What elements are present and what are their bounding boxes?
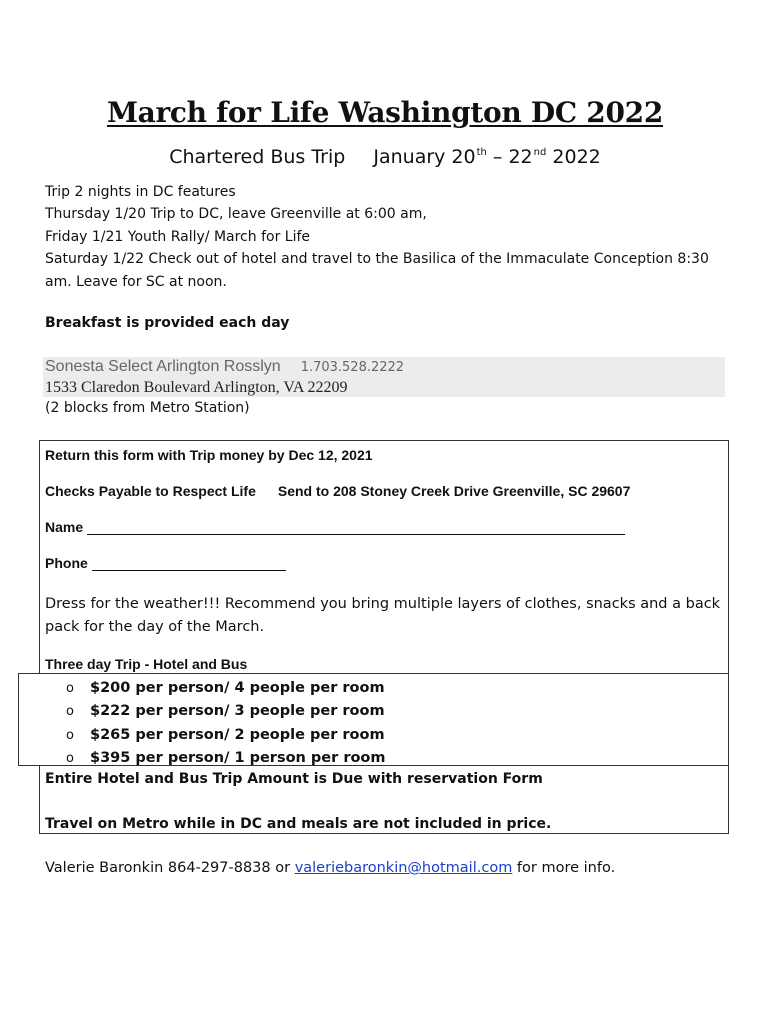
- hotel-note: (2 blocks from Metro Station): [45, 400, 250, 416]
- date-end-suffix: nd: [533, 147, 547, 158]
- travel-note: Travel on Metro while in DC and meals are not included in price.: [45, 816, 552, 832]
- date-start-suffix: th: [476, 147, 487, 158]
- itinerary-line: am. Leave for SC at noon.: [45, 273, 227, 290]
- phone-label: Phone: [45, 555, 88, 571]
- contact-line: [45, 860, 615, 876]
- phone-field-row: [45, 555, 286, 571]
- bullet-icon: o: [66, 681, 74, 696]
- price-option: $395 per person/ 1 person per room: [90, 749, 386, 766]
- date-year: 2022: [552, 146, 601, 168]
- trip-label: Chartered Bus Trip: [169, 146, 346, 168]
- date-start: January 20: [373, 146, 476, 168]
- page-title: March for Life Washington DC 2022: [106, 96, 664, 129]
- send-to-address: Send to 208 Stoney Creek Drive Greenville, SC 29607: [277, 483, 631, 499]
- itinerary-line: Saturday 1/22 Check out of hotel and travel to the Basilica of the Immaculate Conception 8:30: [45, 251, 709, 268]
- subtitle: [0, 146, 770, 168]
- phone-field[interactable]: [92, 556, 286, 571]
- hotel-name-line: [45, 358, 404, 376]
- list-item: [66, 724, 386, 747]
- contact-prefix: Valerie Baronkin 864-297-8838 or: [45, 860, 295, 876]
- price-option: $265 per person/ 2 people per room: [90, 726, 385, 743]
- name-field[interactable]: [87, 520, 625, 535]
- list-item: [66, 700, 386, 723]
- bullet-icon: o: [66, 750, 74, 766]
- trip-heading: Three day Trip - Hotel and Bus: [45, 656, 248, 672]
- checks-payable: Checks Payable to Respect Life: [45, 483, 256, 499]
- hotel-name: Sonesta Select Arlington Rosslyn: [45, 358, 281, 375]
- date-end: 22: [508, 146, 533, 168]
- itinerary-line: Trip 2 nights in DC features: [45, 184, 236, 200]
- price-option: $200 per person/ 4 people per room: [90, 680, 385, 696]
- breakfast-note: Breakfast is provided each day: [45, 315, 290, 331]
- payment-line: [45, 483, 630, 499]
- list-item: [66, 677, 386, 700]
- email-link[interactable]: valeriebaronkin@hotmail.com: [294, 860, 513, 876]
- itinerary-line: Thursday 1/20 Trip to DC, leave Greenville at 6:00 am,: [45, 206, 427, 223]
- name-label: Name: [45, 519, 84, 535]
- date-dash: –: [492, 146, 503, 168]
- price-list: [66, 677, 386, 770]
- itinerary-line: Friday 1/21 Youth Rally/ March for Life: [45, 228, 311, 245]
- name-field-row: [45, 519, 625, 535]
- dress-line: pack for the day of the March.: [45, 619, 265, 635]
- hotel-phone: 1.703.528.2222: [300, 360, 405, 375]
- bullet-icon: o: [66, 727, 74, 743]
- contact-suffix: for more info.: [512, 860, 616, 876]
- list-item: [66, 747, 386, 770]
- bullet-icon: o: [66, 704, 74, 720]
- itinerary: [45, 181, 735, 293]
- return-deadline: Return this form with Trip money by Dec 12, 2021: [45, 447, 373, 463]
- price-option: $222 per person/ 3 people per room: [90, 703, 385, 720]
- dress-note: [45, 593, 735, 639]
- amount-due-note: Entire Hotel and Bus Trip Amount is Due with reservation Form: [45, 771, 543, 787]
- dress-line: Dress for the weather!!! Recommend you bring multiple layers of clothes, snacks and a back: [45, 596, 721, 612]
- hotel-address: 1533 Claredon Boulevard Arlington, VA 22209: [45, 379, 348, 396]
